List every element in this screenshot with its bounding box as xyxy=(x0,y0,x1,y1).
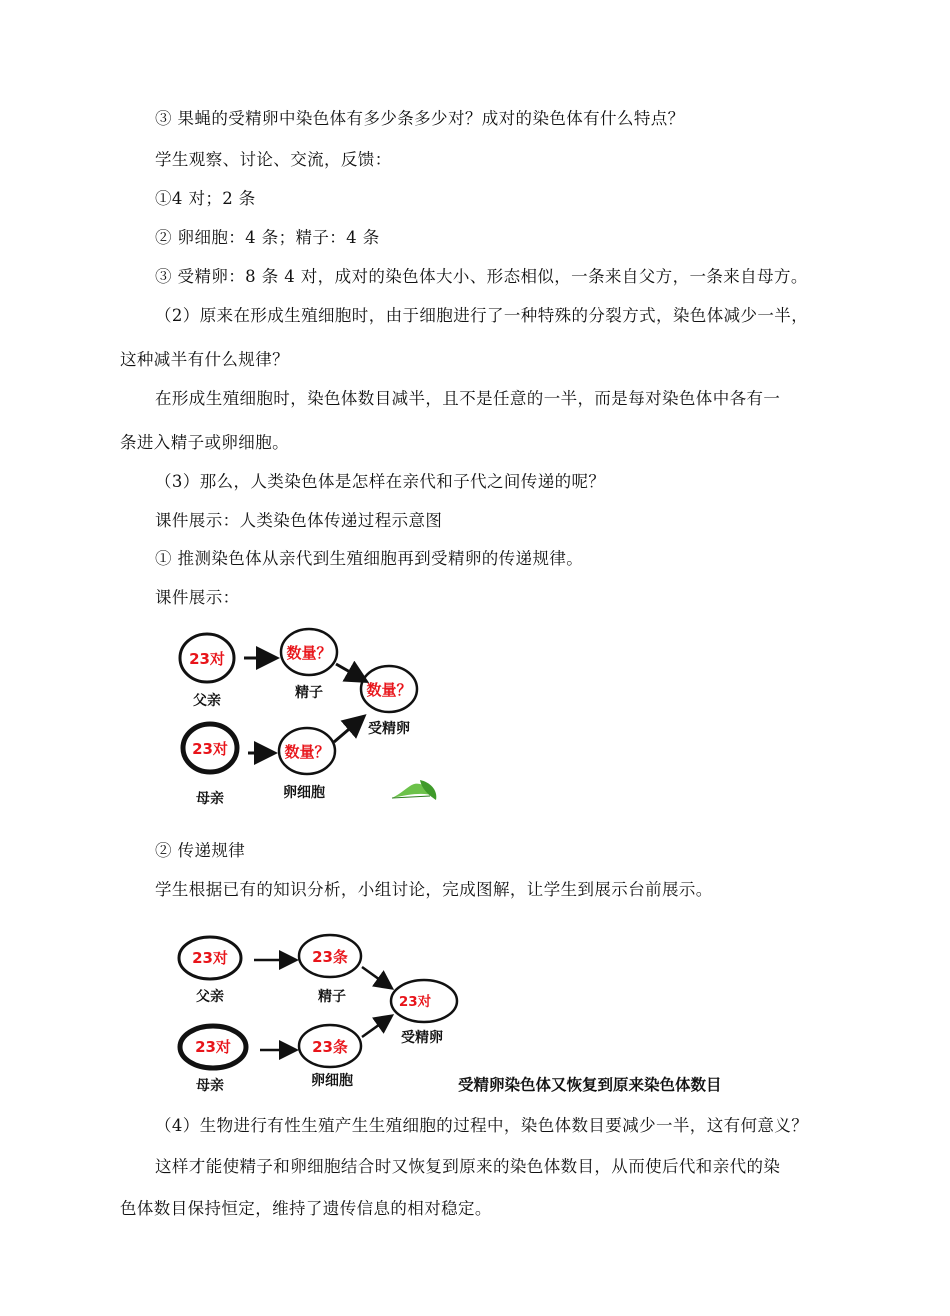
leaf-icon xyxy=(392,780,436,800)
father-count: 23对 xyxy=(189,650,225,668)
paragraph-courseware-2: 课件展示： xyxy=(155,588,240,607)
arrow-egg-zygote xyxy=(334,718,362,742)
mother-count: 23对 xyxy=(192,740,228,758)
sperm-label-2: 精子 xyxy=(318,989,346,1005)
paragraph-student-analysis: 学生根据已有的知识分析，小组讨论，完成图解，让学生到展示台前展示。 xyxy=(155,880,713,899)
paragraph-halving-line2: 条进入精子或卵细胞。 xyxy=(120,433,289,452)
arrow-egg-zygote-2 xyxy=(362,1017,390,1037)
zygote-label-2: 受精卵 xyxy=(401,1030,443,1046)
paragraph-answer-1: ①4 对；2 条 xyxy=(155,189,256,208)
paragraph-q2-line1: （2）原来在形成生殖细胞时，由于细胞进行了一种特殊的分裂方式，染色体减少一半， xyxy=(155,306,809,325)
sperm-count-2: 23条 xyxy=(312,948,348,966)
paragraph-question-3: ③ 果蝇的受精卵中染色体有多少条多少对？成对的染色体有什么特点？ xyxy=(155,109,685,128)
paragraph-q3: （3）那么，人类染色体是怎样在亲代和子代之间传递的呢？ xyxy=(155,472,606,491)
egg-count: 数量？ xyxy=(284,743,330,761)
arrow-sperm-zygote-2 xyxy=(362,967,390,987)
egg-label: 卵细胞 xyxy=(283,785,325,801)
father-count-2: 23对 xyxy=(192,949,228,967)
sperm-count: 数量？ xyxy=(286,644,332,662)
zygote-label: 受精卵 xyxy=(368,721,410,737)
paragraph-infer: ① 推测染色体从亲代到生殖细胞再到受精卵的传递规律。 xyxy=(155,549,584,568)
zygote-count: 数量？ xyxy=(366,681,412,699)
paragraph-significance-line1: 这样才能使精子和卵细胞结合时又恢复到原来的染色体数目，从而使后代和亲代的染 xyxy=(155,1157,781,1176)
sperm-label: 精子 xyxy=(295,685,323,701)
paragraph-feedback: 学生观察、讨论、交流，反馈： xyxy=(155,150,392,169)
mother-count-2: 23对 xyxy=(195,1038,231,1056)
zygote-count-2: 23对 xyxy=(398,994,432,1010)
chromosome-inference-diagram xyxy=(170,620,440,810)
paragraph-significance-line2: 色体数目保持恒定，维持了遗传信息的相对稳定。 xyxy=(120,1199,492,1218)
father-label: 父亲 xyxy=(193,693,221,709)
paragraph-halving-line1: 在形成生殖细胞时，染色体数目减半，且不是任意的一半，而是每对染色体中各有一 xyxy=(155,389,781,408)
father-label-2: 父亲 xyxy=(196,989,224,1005)
arrow-sperm-zygote xyxy=(336,664,364,680)
diagram-conclusion: 受精卵染色体又恢复到原来染色体数目 xyxy=(458,1076,722,1094)
egg-count-2: 23条 xyxy=(312,1038,348,1056)
paragraph-answer-2: ② 卵细胞：4 条；精子：4 条 xyxy=(155,228,380,247)
paragraph-courseware-1: 课件展示：人类染色体传递过程示意图 xyxy=(155,511,443,530)
paragraph-answer-3: ③ 受精卵：8 条 4 对，成对的染色体大小、形态相似，一条来自父方，一条来自母方。 xyxy=(155,267,808,286)
chromosome-transmission-diagram xyxy=(170,925,460,1095)
paragraph-q2-line2: 这种减半有什么规律？ xyxy=(120,350,289,369)
mother-label-2: 母亲 xyxy=(196,1078,224,1094)
egg-label-2: 卵细胞 xyxy=(311,1073,353,1089)
paragraph-q4: （4）生物进行有性生殖产生生殖细胞的过程中，染色体数目要减少一半，这有何意义？ xyxy=(155,1116,809,1135)
mother-label: 母亲 xyxy=(196,791,224,807)
paragraph-rule: ② 传递规律 xyxy=(155,841,246,860)
